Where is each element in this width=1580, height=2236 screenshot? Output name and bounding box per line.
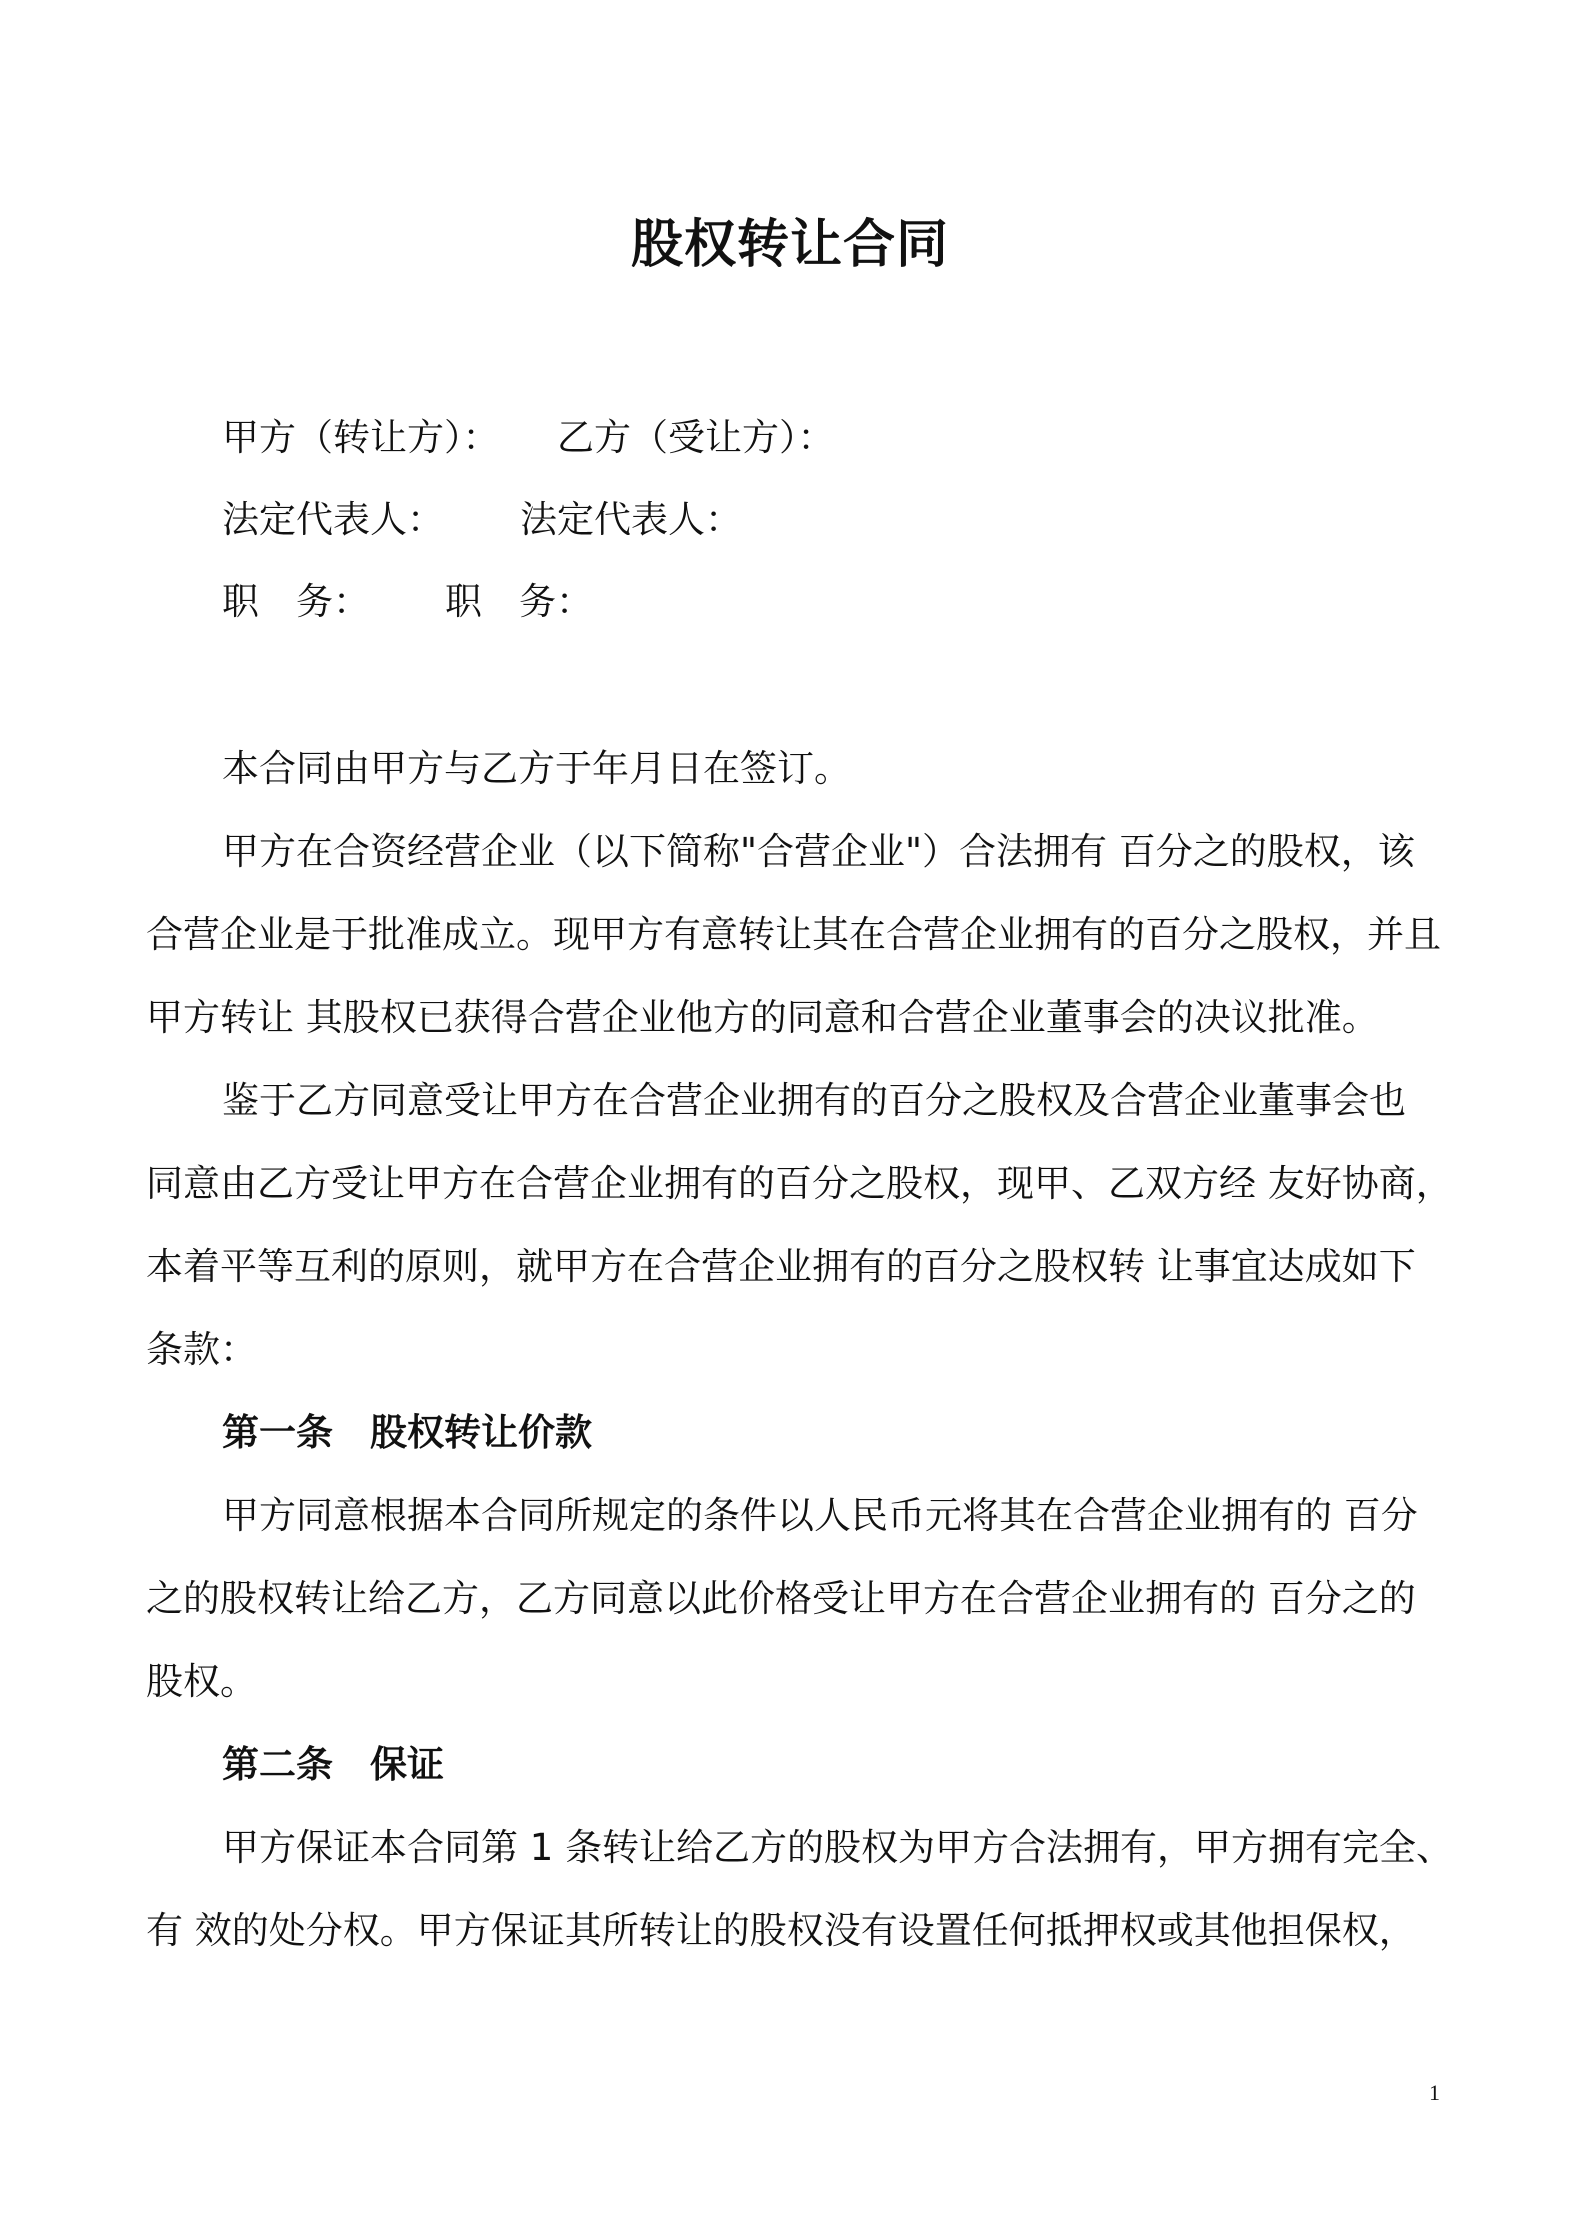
intro-paragraph-1: 本合同由甲方与乙方于年月日在签订。	[222, 747, 851, 790]
article-2-heading: 第二条 保证	[222, 1743, 444, 1786]
party-a-position-label: 职 务：	[222, 580, 370, 623]
party-b-position-label: 职 务：	[445, 580, 593, 623]
intro-paragraph-3-line-4: 条款：	[146, 1328, 257, 1371]
intro-paragraph-3-line-3: 本着平等互利的原则，就甲方在合营企业拥有的百分之股权转 让事宜达成如下	[146, 1245, 1416, 1288]
party-a-label: 甲方（转让方）：	[222, 416, 500, 459]
intro-paragraph-3-line-1: 鉴于乙方同意受让甲方在合营企业拥有的百分之股权及合营企业董事会也	[222, 1079, 1406, 1122]
article-1-line-3: 股权。	[146, 1660, 257, 1703]
article-1-line-1: 甲方同意根据本合同所规定的条件以人民币元将其在合营企业拥有的 百分	[222, 1494, 1418, 1537]
article-2-line-1: 甲方保证本合同第 1 条转让给乙方的股权为甲方合法拥有，甲方拥有完全、	[222, 1826, 1454, 1869]
intro-paragraph-3-line-2: 同意由乙方受让甲方在合营企业拥有的百分之股权，现甲、乙双方经 友好协商，	[146, 1162, 1453, 1205]
article-1-heading: 第一条 股权转让价款	[222, 1411, 592, 1454]
intro-paragraph-2-line-3: 甲方转让 其股权已获得合营企业他方的同意和合营企业董事会的决议批准。	[146, 996, 1379, 1039]
party-a-representative-label: 法定代表人：	[222, 498, 444, 541]
intro-paragraph-2-line-2: 合营企业是于批准成立。现甲方有意转让其在合营企业拥有的百分之股权，并且	[146, 913, 1441, 956]
page-number: 1	[1429, 2080, 1440, 2105]
party-b-representative-label: 法定代表人：	[520, 498, 742, 541]
article-2-line-2: 有 效的处分权。甲方保证其所转让的股权没有设置任何抵押权或其他担保权，	[146, 1909, 1416, 1952]
article-1-line-2: 之的股权转让给乙方，乙方同意以此价格受让甲方在合营企业拥有的 百分之的	[146, 1577, 1416, 1620]
intro-paragraph-2-line-1: 甲方在合资经营企业（以下简称"合营企业"）合法拥有 百分之的股权，该	[222, 830, 1415, 873]
document-title: 股权转让合同	[630, 215, 949, 275]
party-b-label: 乙方（受让方）：	[557, 416, 835, 459]
